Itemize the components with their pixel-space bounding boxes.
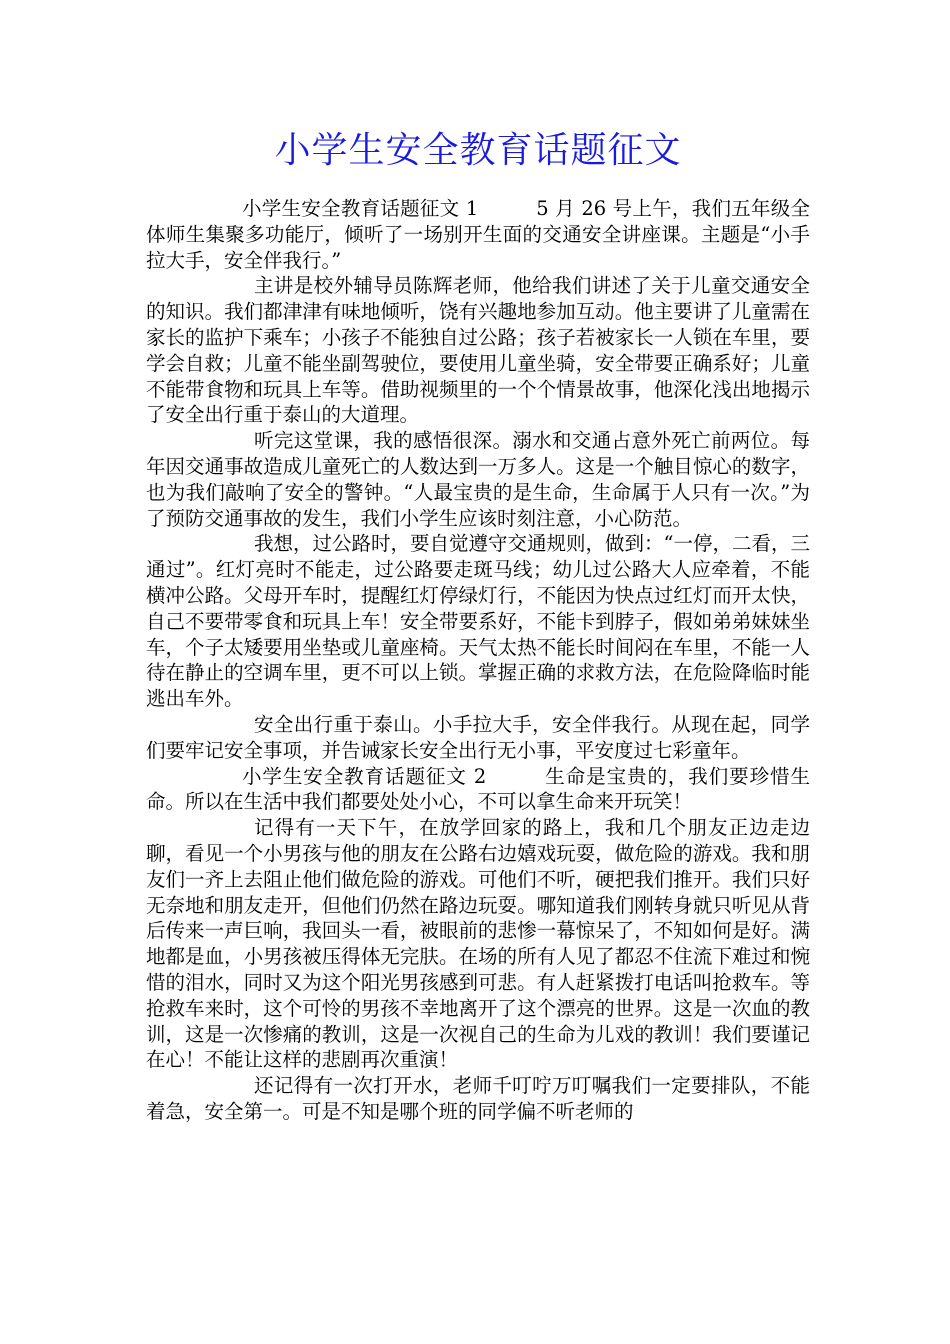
essay1-paragraph-3: 听完这堂课，我的感悟很深。溺水和交通占意外死亡前两位。每年因交通事故造成儿童死亡的人数达到一万多人。这是一个触目惊心的数字，也为我们敲响了安全的警钟。“人最宝贵的是生命，生命属于人只有一次。”为了预防交通事故的发生，我们小学生应该时刻注意，小心防范。 (146, 429, 810, 530)
essay2-paragraph-1: 生命是宝贵的，我们要珍惜生命。所以在生活中我们都要处处小心，不可以拿生命来开玩笑！ (146, 764, 810, 814)
essay1-paragraph-4: 我想，过公路时，要自觉遵守交通规则，做到：“一停，二看，三通过”。红灯亮时不能走，过公路要走斑马线；幼儿过公路大人应牵着，不能横冲公路。父母开车时，提醒红灯停绿灯行，不能因为快点过红灯而开太快，自己不要带零食和玩具上车！安全带要系好，不能卡到脖子，假如弟弟妹妹坐车，个子太矮要用坐垫或儿童座椅。天气太热不能长时间闷在车里，不能一人待在静止的空调车里，更不可以上锁。掌握正确的求救方法，在危险降临时能逃出车外。 (146, 532, 810, 711)
essay2-paragraph-3: 还记得有一次打开水，老师千叮咛万叮嘱我们一定要排队，不能着急，安全第一。可是不知是哪个班的同学偏不听老师的 (146, 1074, 810, 1123)
essay1-first-paragraph (146, 196, 810, 273)
essay1-paragraph-2: 主讲是校外辅导员陈辉老师，他给我们讲述了关于儿童交通安全的知识。我们都津津有味地倾听，饶有兴趣地参加互动。他主要讲了儿童需在家长的监护下乘车；小孩子不能独自过公路；孩子若被家长一人锁在车里，要学会自救；儿童不能坐副驾驶位，要使用儿童坐骑，安全带要正确系好；儿童不能带食物和玩具上车等。借助视频里的一个个情景故事，他深化浅出地揭示了安全出行重于泰山的大道理。 (146, 274, 810, 427)
essay1-heading: 小学生安全教育话题征文 1 (242, 197, 479, 220)
essay1-paragraph-1: 5 月 26 号上午，我们五年级全体师生集聚多功能厅，倾听了一场别开生面的交通安全讲座课。主题是“小手拉大手，安全伴我行。” (146, 197, 810, 272)
document-page (146, 0, 810, 1344)
essay1-paragraph-5: 安全出行重于泰山。小手拉大手，安全伴我行。从现在起，同学们要牢记安全事项，并告诫家长安全出行无小事，平安度过七彩童年。 (146, 712, 810, 762)
essay2-heading: 小学生安全教育话题征文 2 (242, 764, 487, 788)
document-title: 小学生安全教育话题征文 (274, 130, 682, 171)
essay2-first-paragraph (146, 764, 810, 816)
essay2-paragraph-2: 记得有一天下午，在放学回家的路上，我和几个朋友正边走边聊，看见一个小男孩与他的朋友在公路右边嬉戏玩耍，做危险的游戏。我和朋友们一齐上去阻止他们做危险的游戏。可他们不听，硬把我们推开。我们只好无奈地和朋友走开，但他们仍然在路边玩耍。哪知道我们刚转身就只听见从背后传来一声巨响，我回头一看，被眼前的悲惨一幕惊呆了，不知如何是好。满地都是血，小男孩被压得体无完肤。在场的所有人见了都忍不住流下难过和惋惜的泪水，同时又为这个阳光男孩感到可悲。有人赶紧拨打电话叫抢救车。等抢救车来时，这个可怜的男孩不幸地离开了这个漂亮的世界。这是一次血的教训，这是一次惨痛的教训，这是一次视自己的生命为儿戏的教训！我们要谨记在心！不能让这样的悲剧再次重演！ (146, 816, 810, 1072)
document-body (146, 196, 810, 1125)
